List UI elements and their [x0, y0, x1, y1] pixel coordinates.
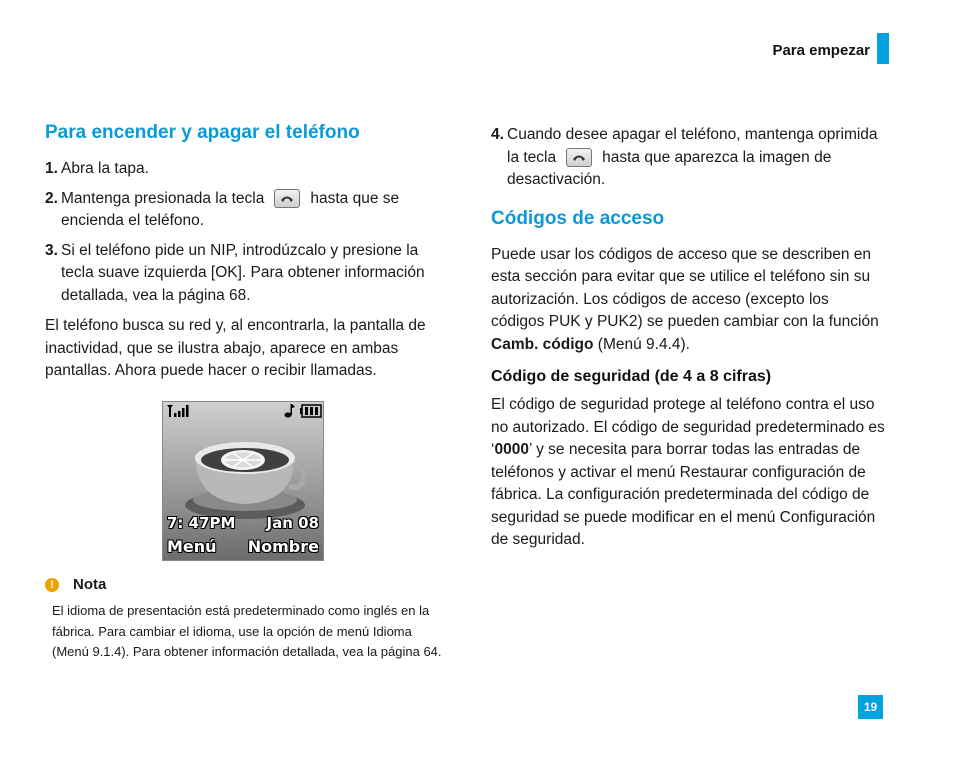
- step-text: Abra la tapa.: [61, 160, 149, 177]
- network-paragraph: El teléfono busca su red y, al encontrarla, la pantalla de inactividad, que se ilustra abajo, aparece en ambas pantallas. Ahora puede hacer o recibir llamadas.: [45, 317, 426, 379]
- security-text: El código de seguridad protege al teléfono contra el uso no autorizado. El código de seguridad predeterminado es ‘: [491, 396, 885, 458]
- phone-idle-screen: [162, 401, 324, 561]
- step-text: [61, 188, 445, 233]
- intro-text-after: (Menú 9.4.4).: [597, 335, 690, 353]
- battery-icon: [300, 404, 322, 418]
- step-text-before: Mantenga presionada la tecla: [61, 189, 265, 207]
- security-code-heading: Código de seguridad (de 4 a 8 cifras): [491, 368, 772, 385]
- step-text: [507, 124, 886, 192]
- step-number: 3.: [45, 241, 58, 259]
- step-text: Si el teléfono pide un NIP, introdúzcalo y presione la tecla suave izquierda [OK]. Para obtener información detallada, vea la página 68.: [61, 241, 425, 304]
- page-number: 19: [858, 695, 883, 719]
- phone-date: Jan 08: [266, 514, 319, 532]
- note-title: Nota: [73, 576, 107, 593]
- step-text-after: hasta que se encienda el teléfono.: [61, 189, 400, 229]
- step-number: 1.: [45, 160, 58, 177]
- phone-status-bar: [166, 403, 320, 419]
- section-title-power: Para encender y apagar el teléfono: [45, 122, 360, 143]
- note-text: El idioma de presentación está predeterminado como inglés en la fábrica. Para cambiar el idioma, use la opción de menú Idioma (Menú 9.1.4). Para obtener información detallada, vea la página 64.: [52, 603, 442, 659]
- header-accent-bar: [877, 33, 889, 64]
- step-2: [45, 188, 445, 233]
- section-title-access-codes: Códigos de acceso: [491, 207, 665, 229]
- default-code: 0000: [494, 441, 529, 458]
- step-3: [45, 240, 445, 308]
- step-number: 4.: [491, 126, 504, 143]
- security-code-paragraph: [491, 394, 886, 552]
- step-number: 2.: [45, 189, 58, 207]
- running-header: Para empezar: [772, 42, 870, 59]
- note-box: [45, 576, 445, 663]
- tea-cup-image: [185, 430, 305, 520]
- step-4: [491, 124, 886, 192]
- step-1: [45, 158, 445, 181]
- intro-text: Puede usar los códigos de acceso que se describen en esta sección para evitar que se utilice el teléfono sin su autorización. Los códigos de acceso (excepto los códigos PUK y PUK2) se pueden cambiar con la función: [491, 245, 879, 330]
- music-note-icon: [284, 403, 296, 419]
- note-heading: [45, 576, 445, 593]
- left-column: [45, 122, 445, 383]
- soft-key-left: Menú: [167, 537, 217, 556]
- menu-reference: Camb. código: [491, 335, 594, 353]
- right-column: [491, 124, 886, 552]
- step-text-before: Cuando desee apagar el teléfono, mantenga oprimida la tecla: [507, 126, 878, 166]
- step-text-after: hasta que aparezca la imagen de desactivación.: [507, 148, 832, 188]
- phone-clock: 7: 47PM: [167, 514, 236, 532]
- end-key-icon: [274, 189, 300, 208]
- soft-key-right: Nombre: [247, 537, 319, 556]
- security-text-after: ’ y se necesita para borrar todas las entradas de teléfonos y activar el menú Restaurar configuración de fábrica. La configuración predeterminada del código de seguridad se puede modificar en el menú Configuración de seguridad.: [491, 441, 876, 548]
- access-codes-paragraph: [491, 244, 886, 357]
- exclamation-icon: !: [45, 578, 59, 592]
- end-key-icon: [566, 148, 592, 167]
- signal-icon: [166, 404, 192, 418]
